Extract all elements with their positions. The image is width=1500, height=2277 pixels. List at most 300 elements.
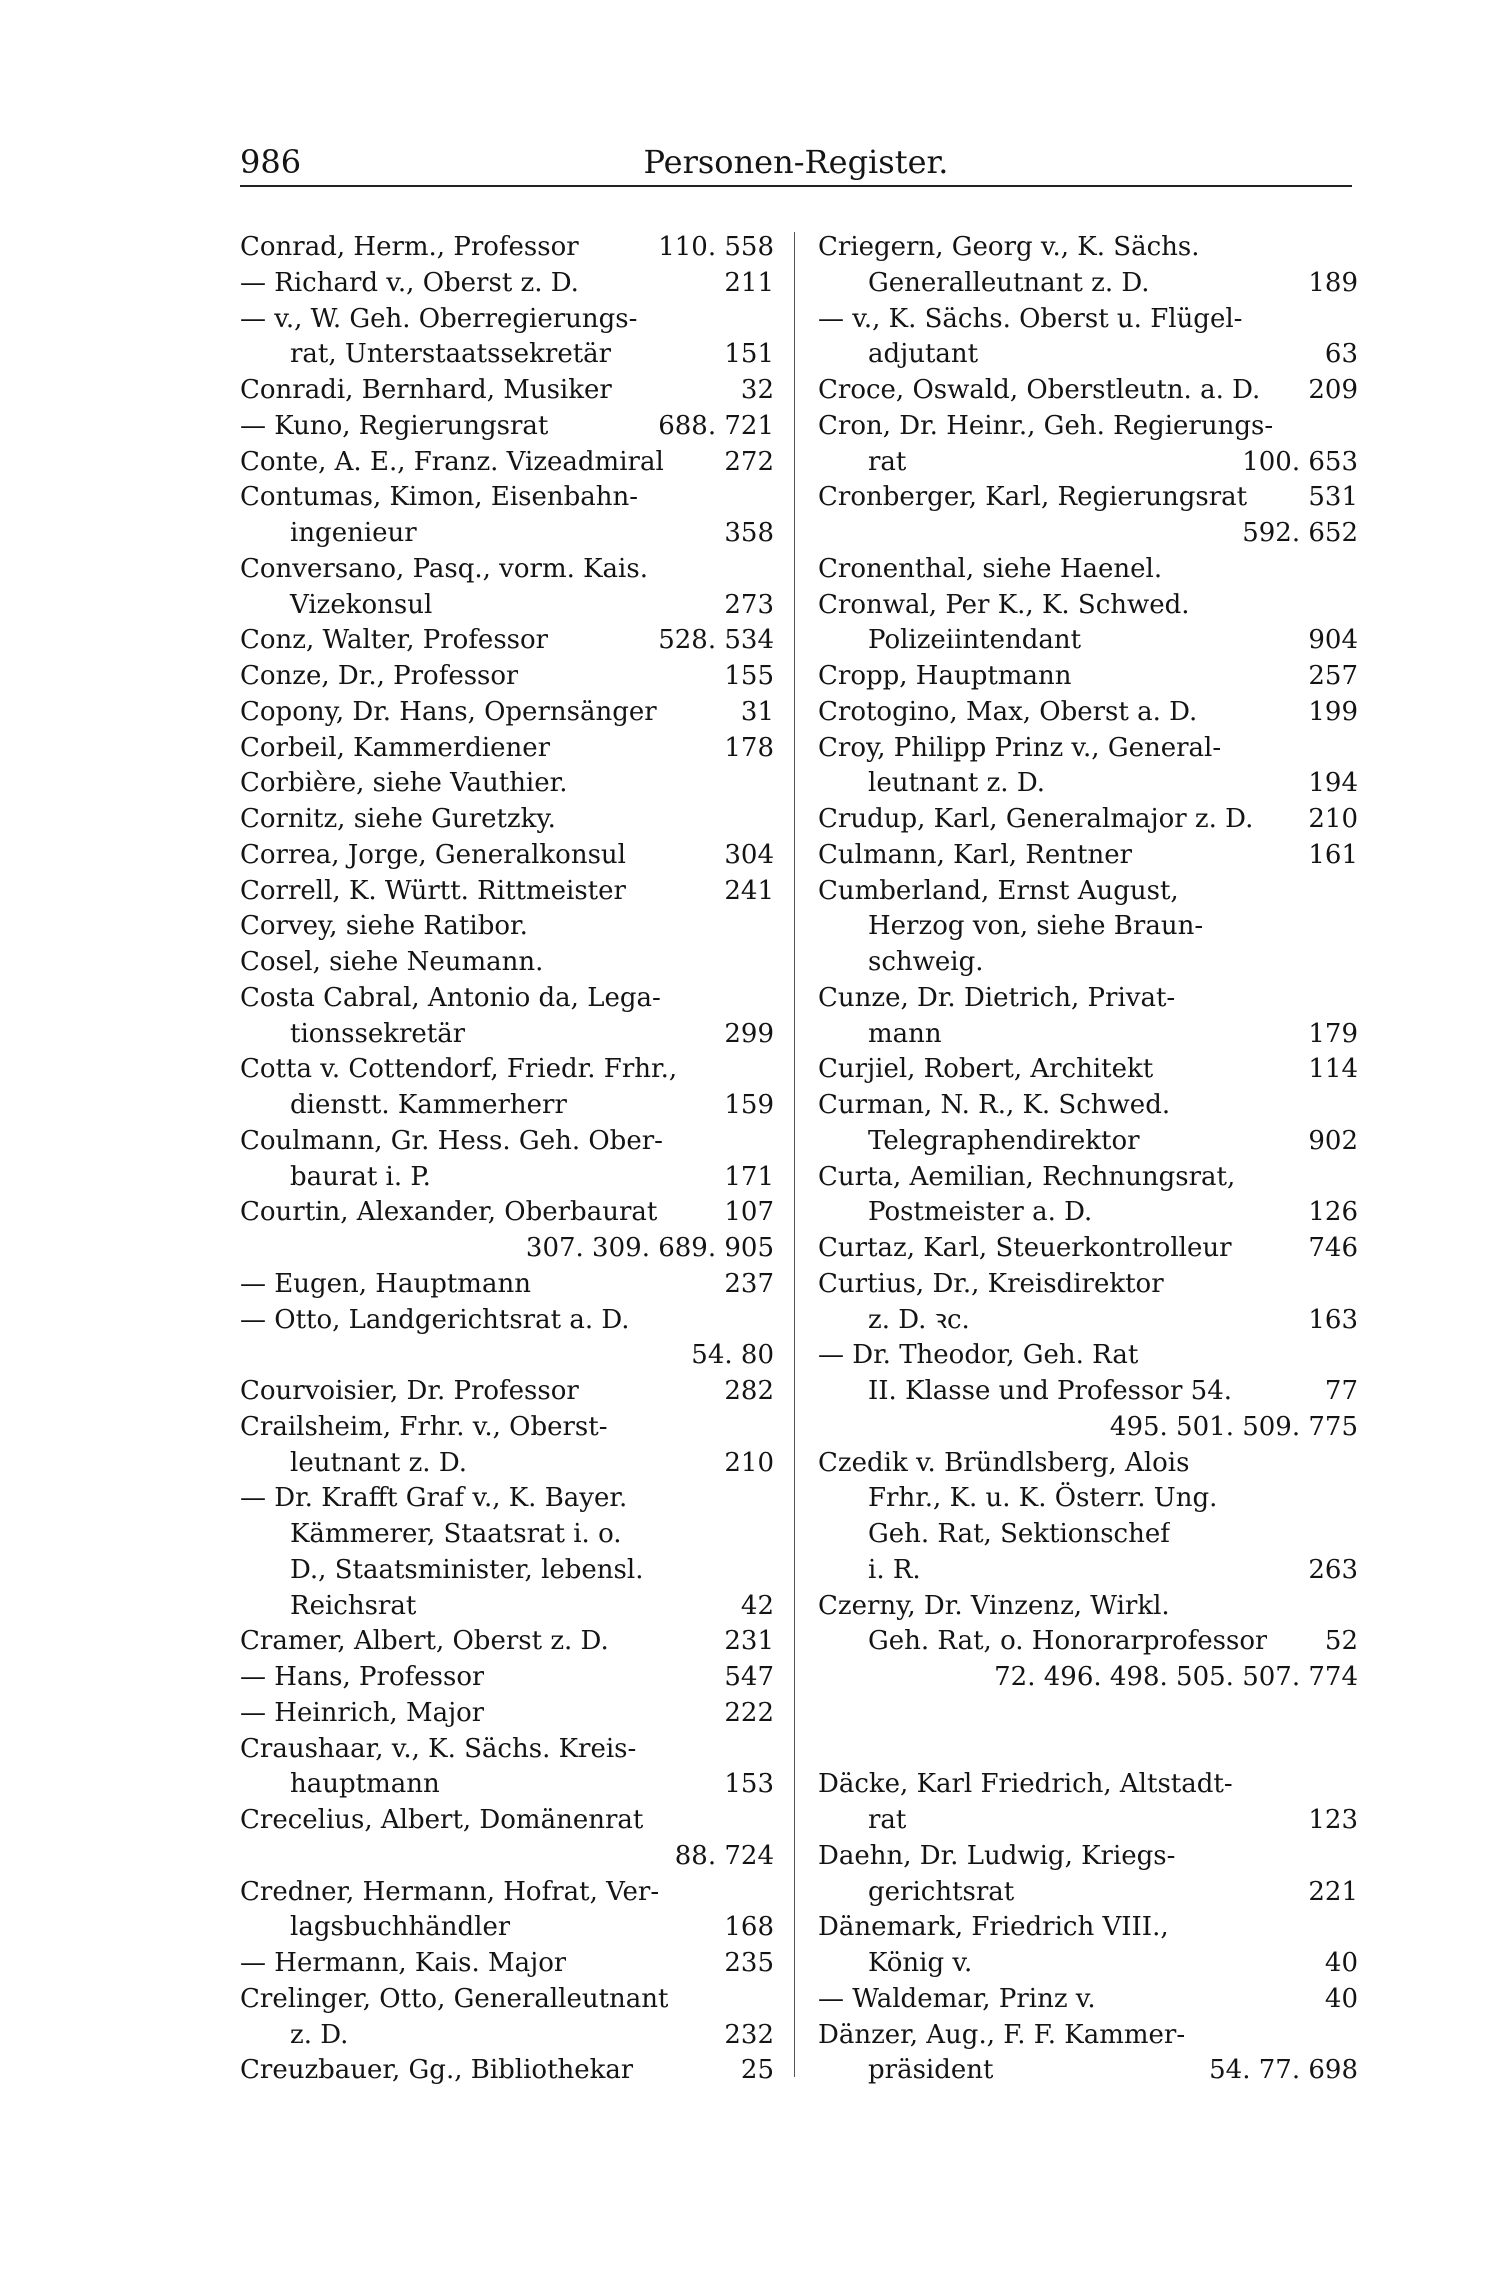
entry-text: Craushaar, v., K. Sächs. Kreis- [240,1733,637,1764]
index-entry-line [240,695,774,731]
entry-text: Cosel, siehe Neumann. [240,947,544,977]
entry-text: — v., K. Sächs. Oberst u. Flügel- [818,303,1243,334]
entry-text: Cotta v. Cottendorf, Friedr. Frhr., [240,1054,678,1085]
page-references [764,1410,774,1446]
entry-text: leutnant z. D. [290,1447,468,1478]
entry-text: Cramer, Albert, Oberst z. D. [240,1626,609,1657]
index-entry-line [240,1088,774,1124]
index-entry-line [240,1374,774,1410]
page-references: 211 [724,267,774,298]
index-entry-line [818,1696,1358,1732]
entry-text: Crailsheim, Frhr. v., Oberst- [240,1411,608,1442]
column-divider [794,232,795,2077]
index-entry-line [240,1624,774,1660]
index-entry-line [818,695,1358,731]
page-references [1348,1481,1358,1517]
entry-text: z. D. [290,2019,349,2050]
page-references: 32 [740,375,774,405]
page-references [1348,909,1358,945]
entry-text: Cumberland, Ernst August, [818,875,1179,906]
index-entry-line [818,2018,1358,2054]
index-entry-line [818,1017,1358,1053]
index-entry-line [818,1732,1358,1768]
entry-text: Croce, Oswald, Oberstleutn. a. D. [818,375,1261,405]
page-references [764,1803,774,1839]
entry-text: Crelinger, Otto, Generalleutnant [240,1983,669,2014]
index-entry-line [240,1052,774,1088]
page-references [1348,302,1358,338]
entry-text: ingenieur [290,518,417,548]
index-entry-line [240,480,774,516]
page-title: Personen-Register. [643,143,949,181]
page-references [764,1553,774,1589]
index-entry-line [818,1481,1358,1517]
index-entry-line [818,766,1358,802]
page-references: 495. 501. 509. 775 [1109,1411,1358,1442]
page-references: 210 [1308,804,1358,834]
page-references [764,1875,774,1911]
page-references: 110. 558 [658,232,774,262]
entry-text: Creuzbauer, Gg., Bibliothekar [240,2055,634,2086]
index-entry-line [240,981,774,1017]
page-references: 179 [1308,1018,1358,1049]
index-entry-line [818,1160,1358,1196]
page-references [1348,1732,1358,1768]
entry-text: dienstt. Kammerherr [290,1090,567,1120]
page-references: 52 [1324,1626,1358,1657]
header-rule [240,185,1352,187]
index-entry-line [818,302,1358,338]
page-references: 257 [1308,661,1358,691]
index-entry-line [818,1303,1358,1339]
page-references: 273 [724,589,774,620]
page-references: 358 [724,518,774,548]
page-references: 307. 309. 689. 905 [525,1233,774,1263]
index-entry-line [240,1303,774,1339]
entry-text: i. R. [868,1554,921,1585]
entry-text: Costa Cabral, Antonio da, Lega- [240,982,661,1013]
page-references: 178 [724,732,774,763]
page-references: 63 [1324,339,1358,370]
page-references: 688. 721 [658,410,774,441]
page-references: 40 [1324,1948,1358,1978]
page-references: 209 [1308,375,1358,405]
index-entry-line [240,1660,774,1696]
index-entry-line [818,1553,1358,1589]
entry-text: Conte, A. E., Franz. Vizeadmiral [240,446,664,477]
entry-text: Coulmann, Gr. Hess. Geh. Ober- [240,1125,663,1156]
index-entry-line [818,337,1358,373]
index-entry-line [240,1589,774,1625]
page-references: 231 [724,1626,774,1657]
entry-text: Dänzer, Aug., F. F. Kammer- [818,2019,1186,2050]
page-references [1348,945,1358,981]
entry-text: II. Klasse und Professor 54. [868,1376,1233,1406]
page-references: 100. 653 [1242,446,1358,477]
page-references [1348,1839,1358,1875]
entry-text: Croy, Philipp Prinz v., General- [818,732,1222,763]
index-entry-line [818,1195,1358,1231]
page-references: 221 [1308,1876,1358,1907]
page-references [1348,1338,1358,1374]
index-entry-line [240,2018,774,2054]
entry-text: Geh. Rat, o. Honorarprofessor [868,1626,1268,1657]
page-references [1348,1696,1358,1732]
page-references [764,766,774,802]
page-references [764,1732,774,1768]
page-references: 210 [724,1447,774,1478]
entry-text: — Dr. Krafft Graf v., K. Bayer. [240,1483,628,1514]
entry-text: z. D. ꝛc. [868,1304,970,1335]
entry-text: rat, Unterstaatssekretär [290,339,612,370]
index-entry-line [240,1410,774,1446]
index-entry-line [240,552,774,588]
index-entry-line [818,552,1358,588]
index-entry-line [240,1946,774,1982]
page-references: 299 [724,1018,774,1049]
page-references: 222 [724,1697,774,1728]
entry-text [818,1660,868,1696]
index-entry-line [240,445,774,481]
page-references [1348,588,1358,624]
index-column-left [240,230,774,2089]
index-entry-line [240,802,774,838]
entry-text: Conz, Walter, Professor [240,625,549,656]
index-entry-line [818,516,1358,552]
page-references [1348,230,1358,266]
entry-text: Reichsrat [290,1590,417,1621]
page-references [1348,1088,1358,1124]
index-entry-line [240,337,774,373]
entry-text: Curjiel, Robert, Architekt [818,1054,1154,1085]
index-entry-line [240,1875,774,1911]
page-references [764,802,774,838]
index-entry-line [240,1517,774,1553]
index-entry-line [240,1732,774,1768]
index-entry-line [818,1088,1358,1124]
entry-text: Criegern, Georg v., K. Sächs. [818,232,1200,262]
page-references [1348,874,1358,910]
index-entry-line [818,945,1358,981]
page-references: 531 [1308,482,1358,513]
page-references [764,1052,774,1088]
entry-text: — Heinrich, Major [240,1697,485,1728]
entry-text: Corvey, siehe Ratibor. [240,911,528,942]
page-references: 263 [1308,1554,1358,1585]
index-entry-line [240,623,774,659]
index-entry-line [818,802,1358,838]
index-entry-line [240,2053,774,2089]
page-references [1348,981,1358,1017]
page-references: 902 [1308,1125,1358,1156]
entry-text: Frhr., K. u. K. Österr. Ung. [868,1483,1218,1514]
entry-text: Curtius, Dr., Kreisdirektor [818,1268,1164,1299]
entry-text: mann [868,1018,942,1049]
page-references [764,552,774,588]
index-entry-line [240,1017,774,1053]
entry-text: leutnant z. D. [868,768,1046,799]
page-references: 282 [724,1376,774,1406]
index-entry-line [240,766,774,802]
entry-text: Cronberger, Karl, Regierungsrat [818,482,1248,513]
entry-text: hauptmann [290,1769,440,1800]
entry-text: Conversano, Pasq., vorm. Kais. [240,553,648,584]
entry-text: — Hans, Professor [240,1662,485,1692]
page-references: 114 [1308,1054,1358,1085]
entry-text: Corbeil, Kammerdiener [240,732,551,763]
index-entry-line [818,623,1358,659]
index-entry-line [818,1946,1358,1982]
entry-text: Curta, Aemilian, Rechnungsrat, [818,1161,1236,1192]
page-references: 304 [724,839,774,870]
index-entry-line [240,1553,774,1589]
index-entry-line [818,230,1358,266]
entry-text: König v. [868,1948,973,1978]
page-references: 42 [740,1590,774,1621]
page-references [1348,1446,1358,1482]
index-entry-line [818,1767,1358,1803]
page-references [1348,731,1358,767]
index-entry-line [818,1982,1358,2018]
page-references [764,945,774,981]
page-references: 54. 77. 698 [1209,2055,1358,2086]
entry-text: Cropp, Hauptmann [818,661,1072,691]
page-references [1348,1910,1358,1946]
entry-text [240,1338,290,1374]
page-references [764,981,774,1017]
page-references: 189 [1308,267,1358,298]
index-entry-line [240,230,774,266]
page-references [764,1481,774,1517]
index-entry-line [818,1338,1358,1374]
index-entry-line [818,1875,1358,1911]
index-entry-line [240,409,774,445]
index-entry-line [240,516,774,552]
page-references [764,480,774,516]
index-entry-line [240,1767,774,1803]
page-references: 272 [724,446,774,477]
page-references [1348,552,1358,588]
entry-text: rat [868,446,907,477]
page-references [1348,1267,1358,1303]
entry-text: — v., W. Geh. Oberregierungs- [240,303,638,334]
index-entry-line [818,874,1358,910]
page-references: 194 [1308,768,1358,799]
entry-text: Courtin, Alexander, Oberbaurat [240,1197,658,1228]
page-references [764,909,774,945]
page-references: 528. 534 [658,625,774,656]
entry-text: — Richard v., Oberst z. D. [240,267,579,298]
index-entry-line [240,588,774,624]
page-number: 986 [240,143,302,181]
index-entry-line [818,266,1358,302]
entry-text [818,1410,868,1446]
page-references: 72. 496. 498. 505. 507. 774 [994,1662,1358,1692]
entry-text: D., Staatsminister, lebensl. [290,1554,644,1585]
entry-text: adjutant [868,339,979,370]
page-references: 31 [740,696,774,727]
entry-text: Daehn, Dr. Ludwig, Kriegs- [818,1840,1176,1871]
index-entry-line [818,1910,1358,1946]
page-references [1348,2018,1358,2054]
page-references: 171 [724,1161,774,1192]
page-references: 746 [1308,1233,1358,1263]
page-references [1348,1589,1358,1625]
entry-text: Copony, Dr. Hans, Opernsänger [240,696,657,727]
page-references: 904 [1308,625,1358,656]
index-entry-line [240,1481,774,1517]
index-entry-line [240,1910,774,1946]
entry-text: schweig. [868,947,984,977]
entry-text: Postmeister a. D. [868,1197,1093,1228]
page-references [1348,1517,1358,1553]
entry-text: präsident [868,2055,994,2086]
index-entry-line [818,1624,1358,1660]
entry-text: Generalleutnant z. D. [868,267,1150,298]
index-entry-line [240,1803,774,1839]
page-references: 159 [724,1090,774,1120]
entry-text: Czedik v. Bründlsberg, Alois [818,1447,1190,1478]
index-entry-line [818,909,1358,945]
entry-text: — Kuno, Regierungsrat [240,410,549,441]
entry-text: — Waldemar, Prinz v. [818,1983,1096,2014]
page-references: 107 [724,1197,774,1228]
entry-text: Däcke, Karl Friedrich, Altstadt- [818,1769,1233,1800]
index-entry-line [818,1124,1358,1160]
index-entry-line [818,1839,1358,1875]
index-entry-line [240,945,774,981]
page-references: 237 [724,1268,774,1299]
page-references [1348,1160,1358,1196]
entry-text [818,516,868,552]
entry-text: Conze, Dr., Professor [240,661,519,691]
entry-text: rat [868,1805,907,1835]
page-references [764,1517,774,1553]
index-entry-line [818,1267,1358,1303]
entry-text: Cron, Dr. Heinr., Geh. Regierungs- [818,410,1274,441]
entry-text [240,1839,290,1875]
page-references: 126 [1308,1197,1358,1228]
entry-text: Kämmerer, Staatsrat i. o. [290,1519,622,1549]
index-entry-line [240,1231,774,1267]
entry-text: Correll, K. Württ. Rittmeister [240,875,626,906]
index-entry-line [240,1160,774,1196]
page-references: 547 [724,1662,774,1692]
index-entry-line [240,1696,774,1732]
index-entry-line [240,1446,774,1482]
page-references: 123 [1308,1805,1358,1835]
index-entry-line [240,1839,774,1875]
index-entry-line [240,659,774,695]
index-entry-line [240,874,774,910]
index-entry-line [818,373,1358,409]
index-entry-line [818,838,1358,874]
index-entry-line [818,1231,1358,1267]
entry-text: — Eugen, Hauptmann [240,1268,531,1299]
entry-text: baurat i. P. [290,1161,431,1192]
index-entry-line [818,659,1358,695]
index-entry-line [818,1446,1358,1482]
page-references [764,1124,774,1160]
index-entry-line [240,1195,774,1231]
index-entry-line [818,409,1358,445]
page-references: 155 [724,661,774,691]
entry-text: Courvoisier, Dr. Professor [240,1376,579,1406]
index-entry-line [818,480,1358,516]
index-entry-line [818,1410,1358,1446]
entry-text: Curman, N. R., K. Schwed. [818,1090,1171,1120]
page-references: 163 [1308,1304,1358,1335]
index-entry-line [240,731,774,767]
entry-text: Czerny, Dr. Vinzenz, Wirkl. [818,1590,1170,1621]
page-references: 40 [1324,1983,1358,2014]
entry-text: Crotogino, Max, Oberst a. D. [818,696,1198,727]
page-references [764,1982,774,2018]
entry-text: Crecelius, Albert, Domänenrat [240,1805,644,1835]
entry-text: Curtaz, Karl, Steuerkontrolleur [818,1233,1232,1263]
page-references: 235 [724,1948,774,1978]
entry-text: Credner, Hermann, Hofrat, Ver- [240,1876,660,1907]
page-references: 25 [740,2055,774,2086]
entry-text: Conradi, Bernhard, Musiker [240,375,612,405]
entry-text: Vizekonsul [290,589,433,620]
index-entry-line [240,266,774,302]
index-entry-line [818,588,1358,624]
index-entry-line [818,1517,1358,1553]
page-references: 88. 724 [674,1840,774,1871]
page-references [1348,1767,1358,1803]
entry-text: Telegraphendirektor [868,1125,1140,1156]
index-entry-line [240,1267,774,1303]
index-entry-line [818,981,1358,1017]
entry-text: — Otto, Landgerichtsrat a. D. [240,1304,630,1335]
entry-text: Conrad, Herm., Professor [240,232,579,262]
index-entry-line [240,302,774,338]
entry-text: gerichtsrat [868,1876,1015,1907]
entry-text: Corbière, siehe Vauthier. [240,768,568,799]
index-entry-line [240,1338,774,1374]
page-references [764,302,774,338]
index-entry-line [240,373,774,409]
index-entry-line [818,731,1358,767]
page-references: 161 [1308,839,1358,870]
entry-text: Cronwal, Per K., K. Schwed. [818,589,1190,620]
index-entry-line [818,1803,1358,1839]
entry-text: Culmann, Karl, Rentner [818,839,1133,870]
page-references: 199 [1308,696,1358,727]
entry-text: Cronenthal, siehe Haenel. [818,553,1163,584]
page-references: 153 [724,1769,774,1800]
index-column-right [818,230,1358,2089]
entry-text: Geh. Rat, Sektionschef [868,1519,1170,1549]
entry-text: Herzog von, siehe Braun- [868,911,1204,942]
entry-text: Contumas, Kimon, Eisenbahn- [240,482,639,513]
page-references: 232 [724,2019,774,2050]
page-references: 168 [724,1912,774,1943]
page-references [1348,409,1358,445]
entry-text: Dänemark, Friedrich VIII., [818,1912,1169,1943]
entry-text: — Hermann, Kais. Major [240,1948,567,1978]
page-references [764,1303,774,1339]
entry-text: tionssekretär [290,1018,466,1049]
index-entry-line [818,445,1358,481]
index-entry-line [240,909,774,945]
index-entry-line [818,1374,1358,1410]
page-references: 54. 80 [691,1340,774,1371]
entry-text: Cornitz, siehe Guretzky. [240,804,556,834]
index-entry-line [818,2053,1358,2089]
entry-text: Polizeiintendant [868,625,1082,656]
